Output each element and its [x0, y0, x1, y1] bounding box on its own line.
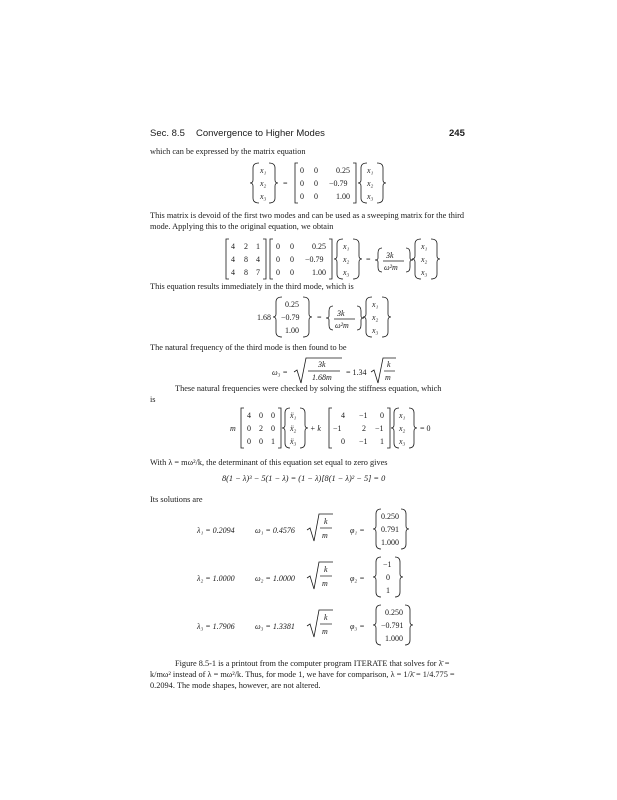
svg-text:ẍ₁: ẍ₁ [290, 411, 297, 420]
paragraph-sweeping-matrix: This matrix is devoid of the first two modes and can be used as a sweeping matrix for the third mode. Applying this to the original equation, we obtain [150, 211, 465, 232]
sweep-m-12: 0 [314, 166, 318, 175]
svg-text:0: 0 [271, 411, 275, 420]
svg-text:4: 4 [231, 242, 235, 251]
svg-text:7: 7 [256, 268, 260, 277]
svg-text:ω₃ =: ω₃ = [272, 368, 288, 377]
svg-text:x₂: x₂ [421, 255, 428, 264]
svg-text:φ₁ =: φ₁ = [350, 526, 365, 535]
svg-text:8: 8 [244, 268, 248, 277]
svg-text:ω²m: ω²m [335, 321, 349, 330]
equation-third-mode [255, 294, 455, 340]
svg-text:m: m [230, 424, 236, 433]
svg-text:ω₁ = 0.4576: ω₁ = 0.4576 [255, 526, 295, 535]
svg-text:1.000: 1.000 [385, 634, 403, 643]
paragraph-natural-frequency: The natural frequency of the third mode is then found to be [150, 343, 347, 352]
svg-text:k: k [324, 613, 328, 622]
solution-row-2 [195, 554, 445, 602]
equation-sweep-product [220, 236, 470, 282]
paragraph-third-mode: This equation results immediately in the third mode, which is [150, 282, 354, 291]
svg-text:ω₂ = 1.0000: ω₂ = 1.0000 [255, 574, 295, 583]
sweep-m-23: −0.79 [329, 179, 348, 188]
svg-text:0: 0 [290, 255, 294, 264]
equation-stiffness [228, 404, 458, 452]
svg-text:x₃: x₃ [372, 326, 379, 335]
svg-text:=: = [283, 179, 288, 188]
svg-text:0.250: 0.250 [381, 512, 399, 521]
svg-text:−1: −1 [383, 560, 392, 569]
svg-text:−0.79: −0.79 [305, 255, 324, 264]
svg-text:−1: −1 [333, 424, 342, 433]
svg-text:m: m [322, 579, 328, 588]
svg-text:0: 0 [276, 255, 280, 264]
svg-text:2: 2 [244, 242, 248, 251]
svg-text:3k: 3k [318, 360, 326, 369]
sweep-rx-2: x₂ [367, 179, 374, 188]
svg-text:1.00: 1.00 [312, 268, 326, 277]
svg-text:λ₁ = 0.2094: λ₁ = 0.2094 [197, 526, 235, 535]
svg-text:x₁: x₁ [399, 411, 406, 420]
svg-text:4: 4 [256, 255, 260, 264]
svg-text:1.000: 1.000 [381, 538, 399, 547]
paragraph-iterate-program: Figure 8.5-1 is a printout from the computer program ITERATE that solves for λ̄ = k/mω² instead of λ = mω²/k. Thus, for mode 1, we have for comparison, λ = 1/λ̄ = 1/4.775 = 0.2094. The mode shapes, however, are not altered. [150, 659, 455, 691]
svg-text:m: m [322, 627, 328, 636]
svg-text:1: 1 [380, 437, 384, 446]
page-number: 245 [449, 128, 465, 139]
sweep-x-2: x₂ [260, 179, 267, 188]
svg-text:λ₃ = 1.7906: λ₃ = 1.7906 [197, 622, 235, 631]
svg-text:0: 0 [247, 424, 251, 433]
svg-text:0: 0 [290, 268, 294, 277]
svg-text:1.68m: 1.68m [312, 373, 332, 382]
svg-text:4: 4 [341, 411, 345, 420]
svg-text:ω₃ = 1.3381: ω₃ = 1.3381 [255, 622, 295, 631]
paragraph-stiffness-check-end: is [150, 395, 156, 404]
svg-text:x₃: x₃ [421, 268, 428, 277]
svg-text:ẍ₂: ẍ₂ [290, 424, 297, 433]
svg-text:−1: −1 [359, 411, 368, 420]
svg-text:0: 0 [341, 437, 345, 446]
svg-text:m: m [322, 531, 328, 540]
svg-text:0.25: 0.25 [285, 300, 299, 309]
svg-text:k: k [387, 360, 391, 369]
svg-text:x₁: x₁ [421, 242, 428, 251]
svg-text:=: = [366, 255, 371, 264]
svg-text:0: 0 [380, 411, 384, 420]
svg-text:φ₂ =: φ₂ = [350, 574, 365, 583]
svg-text:2: 2 [259, 424, 263, 433]
svg-text:0.791: 0.791 [381, 525, 399, 534]
sweep-m-31: 0 [300, 192, 304, 201]
svg-text:0: 0 [259, 437, 263, 446]
svg-text:−1: −1 [375, 424, 384, 433]
paragraph-stiffness-check: These natural frequencies were checked by solving the stiffness equation, which [175, 384, 442, 393]
svg-text:=: = [317, 313, 322, 322]
solution-row-1 [195, 506, 445, 554]
svg-text:0: 0 [247, 437, 251, 446]
solution-row-3 [195, 602, 445, 650]
svg-text:+ k: + k [310, 424, 321, 433]
sweep-rx-1: x₁ [367, 166, 374, 175]
svg-text:φ₃ =: φ₃ = [350, 622, 365, 631]
svg-text:= 0: = 0 [420, 424, 431, 433]
svg-text:−0.79: −0.79 [281, 313, 300, 322]
svg-text:4: 4 [247, 411, 251, 420]
svg-text:0: 0 [290, 242, 294, 251]
svg-text:0: 0 [271, 424, 275, 433]
svg-text:0: 0 [276, 268, 280, 277]
svg-text:x₂: x₂ [372, 313, 379, 322]
svg-text:0.250: 0.250 [385, 608, 403, 617]
svg-text:x₃: x₃ [399, 437, 406, 446]
equation-determinant: 8(1 − λ)³ − 5(1 − λ) = (1 − λ)[8(1 − λ)² − 5] = 0 [222, 474, 386, 483]
sweep-x-1: x₁ [260, 166, 267, 175]
sweep-m-33: 1.00 [336, 192, 350, 201]
sweep-x-3: x₃ [260, 192, 267, 201]
svg-text:m: m [385, 373, 391, 382]
svg-text:k: k [324, 517, 328, 526]
sweep-m-13: 0.25 [336, 166, 350, 175]
running-title: Convergence to Higher Modes [196, 128, 325, 139]
svg-text:x₂: x₂ [343, 255, 350, 264]
section-label: Sec. 8.5 [150, 128, 185, 139]
svg-text:0: 0 [276, 242, 280, 251]
svg-text:8: 8 [244, 255, 248, 264]
equation-sweep-matrix [250, 160, 420, 206]
paragraph-matrix-intro: which can be expressed by the matrix equation [150, 147, 306, 156]
paragraph-solutions-intro: Its solutions are [150, 495, 203, 504]
sweep-m-21: 0 [300, 179, 304, 188]
svg-text:x₁: x₁ [372, 300, 379, 309]
svg-text:1: 1 [386, 586, 390, 595]
svg-text:λ₂ = 1.0000: λ₂ = 1.0000 [197, 574, 235, 583]
sweep-m-22: 0 [314, 179, 318, 188]
svg-text:ω²m: ω²m [384, 263, 398, 272]
svg-text:4: 4 [231, 268, 235, 277]
sweep-m-11: 0 [300, 166, 304, 175]
paragraph-determinant-intro: With λ = mω²/k, the determinant of this equation set equal to zero gives [150, 458, 388, 467]
svg-text:3k: 3k [386, 251, 394, 260]
svg-text:1: 1 [256, 242, 260, 251]
svg-text:1.00: 1.00 [285, 326, 299, 335]
svg-text:= 1.34: = 1.34 [346, 368, 367, 377]
svg-text:0: 0 [259, 411, 263, 420]
svg-text:1: 1 [271, 437, 275, 446]
svg-text:−0.791: −0.791 [381, 621, 404, 630]
svg-text:k: k [324, 565, 328, 574]
svg-text:4: 4 [231, 255, 235, 264]
svg-text:0: 0 [386, 573, 390, 582]
svg-text:0.25: 0.25 [312, 242, 326, 251]
svg-text:−1: −1 [359, 437, 368, 446]
svg-text:x₃: x₃ [343, 268, 350, 277]
svg-text:ẍ₃: ẍ₃ [290, 437, 297, 446]
sweep-m-32: 0 [314, 192, 318, 201]
svg-text:3k: 3k [337, 309, 345, 318]
svg-text:1.68: 1.68 [257, 313, 271, 322]
svg-text:2: 2 [362, 424, 366, 433]
svg-text:x₁: x₁ [343, 242, 350, 251]
sweep-rx-3: x₃ [367, 192, 374, 201]
svg-text:x₂: x₂ [399, 424, 406, 433]
